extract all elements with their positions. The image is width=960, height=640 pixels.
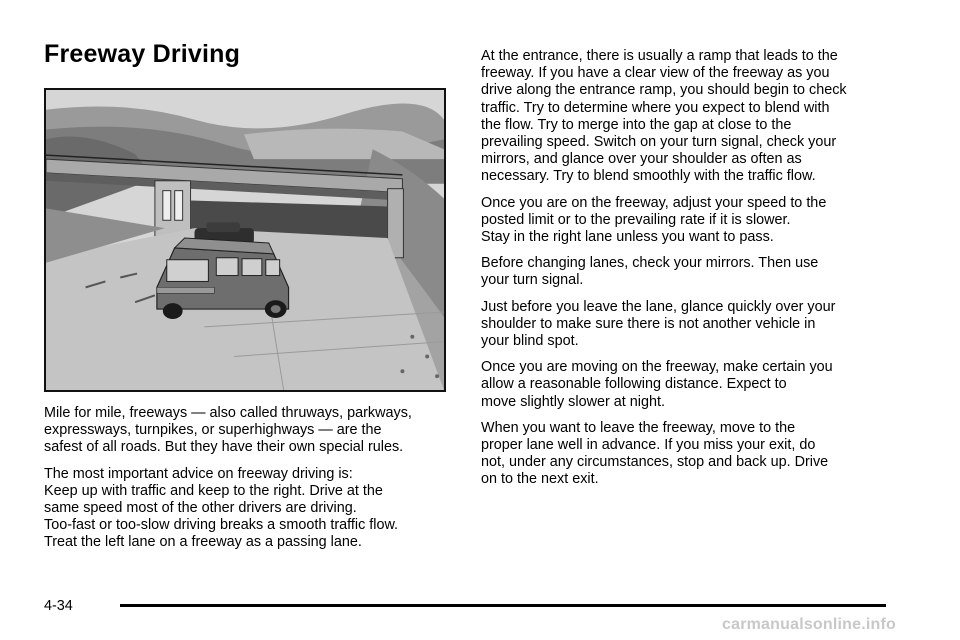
freeway-illustration (44, 88, 446, 392)
paragraph-changing-lanes: Before changing lanes, check your mirrors. Then use your turn signal. (481, 255, 819, 289)
right-column (481, 48, 901, 498)
section-title: Freeway Driving (44, 40, 241, 68)
freeway-overpass-image (46, 90, 444, 390)
paragraph-freeway-advice: The most important advice on freeway driving is: Keep up with traffic and keep to the right. Drive at the same speed most of the other drivers are driving. Too-fast or too-slow driving breaks a smooth traffic flow. Treat the left lane on a freeway as a passing lane. (44, 465, 399, 551)
paragraph-following-distance: Once you are moving on the freeway, make certain you allow a reasonable following distance. Expect to move slightly slower at night. (481, 359, 833, 410)
paragraph-freeway-intro: Mile for mile, freeways — also called thruways, parkways, expressways, turnpikes, or superhighways — are the safest of all roads. But they have their own special rules. (44, 405, 412, 456)
paragraph-leaving-freeway: When you want to leave the freeway, move to the proper lane well in advance. If you miss your exit, do not, under any circumstances, stop and back up. Drive on to the next exit. (481, 419, 829, 488)
watermark-text: carmanualsonline.info (722, 616, 897, 633)
paragraph-blind-spot: Just before you leave the lane, glance quickly over your shoulder to make sure there is not another vehicle in your blind spot. (481, 298, 836, 350)
paragraph-adjust-speed: Once you are on the freeway, adjust your speed to the posted limit or to the prevailing rate if it is slower. Stay in the right lane unless you want to pass. (481, 194, 827, 246)
footer-divider (120, 604, 886, 607)
left-column (44, 405, 454, 561)
paragraph-entrance-ramp: At the entrance, there is usually a ramp that leads to the freeway. If you have a clear view of the freeway as you drive along the entrance ramp, you should begin to check traffic. Try to determine where you expect to blend with the flow. Try to merge into the gap at close to the prevailing speed. Switch on your turn signal, check your mirrors, and glance over your shoulder as often as necessary. Try to blend smoothly with the traffic flow. (481, 48, 847, 185)
page-number: 4-34 (44, 598, 73, 614)
